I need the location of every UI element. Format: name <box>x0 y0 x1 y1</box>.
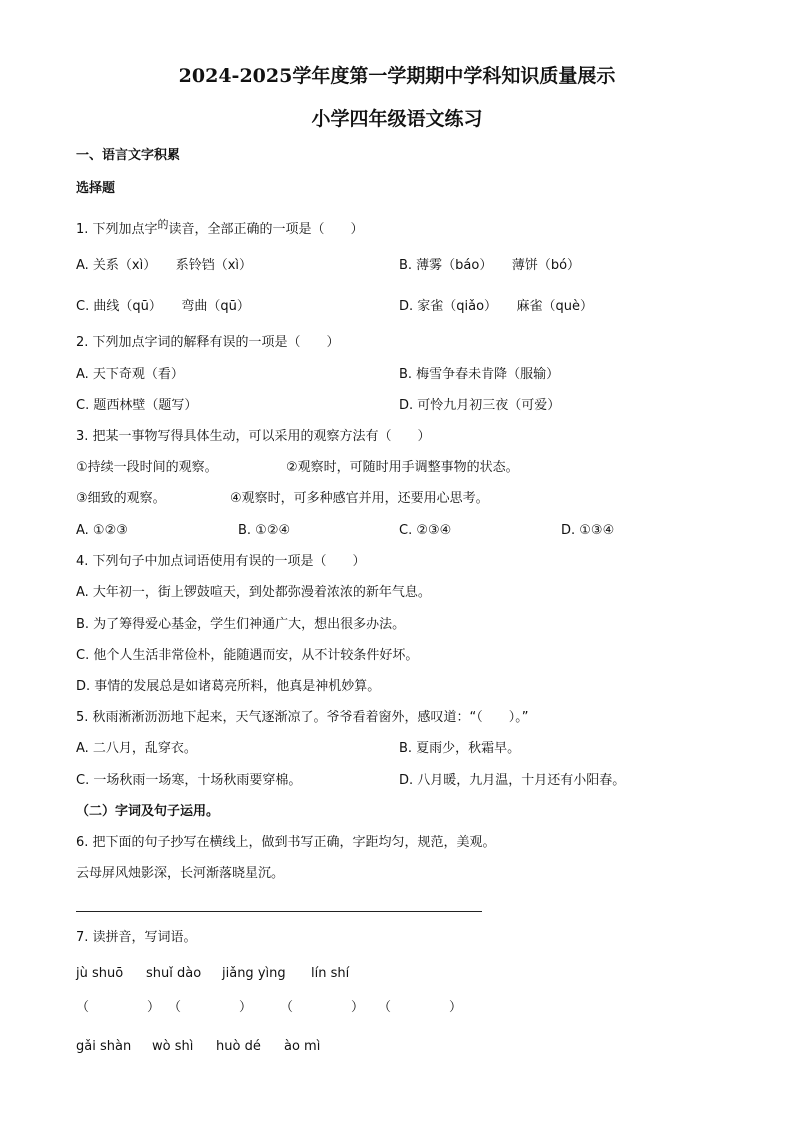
exam-title: 2024-2025学年度第一学期期中学科知识质量展示 <box>178 65 616 87</box>
paren-open: （ <box>280 1000 294 1015</box>
answer-box-1[interactable] <box>76 999 160 1017</box>
answer-box-4[interactable] <box>378 999 462 1017</box>
question-6-stem: 6. 把下面的句子抄写在横线上，做到书写正确，字距均匀，规范，美观。 <box>76 835 496 850</box>
question-2-stem: 2. 下列加点字词的解释有误的一项是（ ） <box>76 335 340 350</box>
section-heading-1: 一、语言文字积累 <box>76 148 181 163</box>
pinyin-4: lín shí <box>311 966 350 981</box>
question-2-option-c[interactable]: C. 题西林壁（题写） <box>76 398 198 413</box>
question-4-option-c[interactable]: C. 他个人生活非常俭朴，能随遇而安，从不计较条件好坏。 <box>76 648 419 663</box>
paren-close: ） <box>239 1000 253 1015</box>
question-1-stem-sup: 的 <box>157 218 169 231</box>
question-6-sentence: 云母屏风烛影深，长河渐落晓星沉。 <box>76 866 285 881</box>
question-4-option-b[interactable]: B. 为了筹得爱心基金，学生们神通广大，想出很多办法。 <box>76 617 406 632</box>
question-4-stem: 4. 下列句子中加点词语使用有误的一项是（ ） <box>76 554 366 569</box>
question-3-statement-2: ②观察时，可随时用手调整事物的状态。 <box>286 460 519 475</box>
question-3-statement-3: ③细致的观察。 <box>76 491 166 506</box>
answer-line[interactable] <box>76 911 482 912</box>
question-1-stem <box>76 216 364 239</box>
paren-open: （ <box>378 1000 392 1015</box>
pinyin-3: jiǎng yìng <box>222 966 286 981</box>
question-3-option-a[interactable]: A. ①②③ <box>76 523 128 538</box>
answer-box-2[interactable] <box>168 999 252 1017</box>
pinyin-7: huò dé <box>216 1039 261 1054</box>
question-1-stem-a: 1. 下列加点字 <box>76 222 158 237</box>
question-1-stem-b: 读音，全部正确的一项是（ ） <box>168 222 364 237</box>
question-2-option-a[interactable]: A. 天下奇观（看） <box>76 367 184 382</box>
question-1-option-d[interactable]: D. 家雀（qiǎo） 麻雀（què） <box>399 299 594 314</box>
pinyin-5: gǎi shàn <box>76 1039 132 1054</box>
question-1-option-a[interactable]: A. 关系（xì） 系铃铛（xì） <box>76 258 253 273</box>
paren-close: ） <box>351 1000 365 1015</box>
section-subheading: 选择题 <box>76 181 116 196</box>
pinyin-6: wò shì <box>152 1039 194 1054</box>
section-heading-2: （二）字词及句子运用。 <box>76 804 220 819</box>
question-1-option-c[interactable]: C. 曲线（qū） 弯曲（qū） <box>76 299 250 314</box>
question-3-statement-4: ④观察时，可多种感官并用，还要用心思考。 <box>230 491 489 506</box>
question-5-option-b[interactable]: B. 夏雨少，秋霜早。 <box>399 741 521 756</box>
question-3-option-b[interactable]: B. ①②④ <box>238 523 291 538</box>
question-4-option-a[interactable]: A. 大年初一，街上锣鼓喧天，到处都弥漫着浓浓的新年气息。 <box>76 585 431 600</box>
question-2-option-b[interactable]: B. 梅雪争春未肯降（服输） <box>399 367 560 382</box>
exam-subtitle: 小学四年级语文练习 <box>311 108 483 130</box>
question-3-statement-1: ①持续一段时间的观察。 <box>76 460 218 475</box>
question-2-option-d[interactable]: D. 可怜九月初三夜（可爱） <box>399 398 561 413</box>
question-5-option-c[interactable]: C. 一场秋雨一场寒，十场秋雨要穿棉。 <box>76 773 302 788</box>
question-5-option-d[interactable]: D. 八月暖，九月温，十月还有小阳春。 <box>399 773 626 788</box>
question-3-option-c[interactable]: C. ②③④ <box>399 523 452 538</box>
question-4-option-d[interactable]: D. 事情的发展总是如诸葛亮所料，他真是神机妙算。 <box>76 679 381 694</box>
question-7-stem: 7. 读拼音，写词语。 <box>76 930 197 945</box>
paren-open: （ <box>168 1000 182 1015</box>
question-5-stem: 5. 秋雨淅淅沥沥地下起来，天气逐渐凉了。爷爷看着窗外，感叹道：“（ ）。” <box>76 710 529 725</box>
answer-box-3[interactable] <box>280 999 364 1017</box>
pinyin-2: shuǐ dào <box>146 966 202 981</box>
paren-close: ） <box>449 1000 463 1015</box>
question-3-option-d[interactable]: D. ①③④ <box>561 523 615 538</box>
paren-open: （ <box>76 1000 90 1015</box>
paren-close: ） <box>147 1000 161 1015</box>
pinyin-8: ào mì <box>284 1039 321 1054</box>
pinyin-1: jù shuō <box>76 966 124 981</box>
question-3-stem: 3. 把某一事物写得具体生动，可以采用的观察方法有（ ） <box>76 429 431 444</box>
question-1-option-b[interactable]: B. 薄雾（báo） 薄饼（bó） <box>399 258 581 273</box>
question-5-option-a[interactable]: A. 二八月，乱穿衣。 <box>76 741 197 756</box>
